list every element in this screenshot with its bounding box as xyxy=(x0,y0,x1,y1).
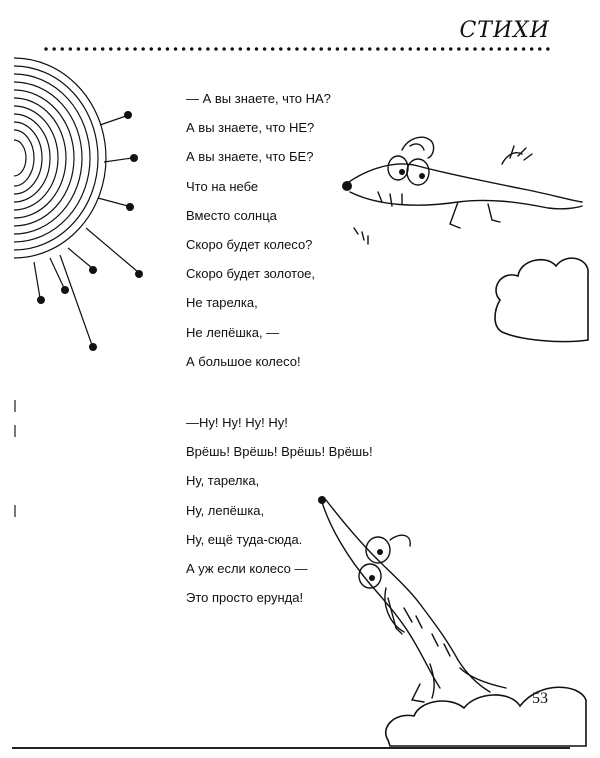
poem-stanza-1 xyxy=(186,84,406,376)
poem-line: Что на небе xyxy=(186,178,259,194)
sun-illustration xyxy=(0,50,160,360)
poem-line: Скоро будет золотое, xyxy=(186,266,316,282)
poem-line: Врёшь! Врёшь! Врёшь! Врёшь! xyxy=(186,444,373,460)
footer-rule xyxy=(12,747,570,749)
gutter-mark xyxy=(14,425,16,437)
poem-line: Вместо солнца xyxy=(186,207,277,223)
page-number: 53 xyxy=(532,690,548,707)
poem-line: А уж если колесо — xyxy=(186,561,308,577)
poem-line: — А вы знаете, что НА? xyxy=(186,91,331,106)
poem-line: Не лепёшка, — xyxy=(186,324,280,340)
cloud-illustration xyxy=(490,240,590,350)
poem-line: Скоро будет колесо? xyxy=(186,237,313,253)
gutter-mark xyxy=(14,505,16,517)
poem-line: А большое колесо! xyxy=(186,353,301,369)
poem-line: Не тарелка, xyxy=(186,295,258,311)
poem-line: Это просто ерунда! xyxy=(186,590,304,606)
poem-stanza-2 xyxy=(186,408,406,612)
poem-line: Ну, ещё туда-сюда. xyxy=(186,531,303,547)
poem-line: А вы знаете, что БЕ? xyxy=(186,149,314,165)
gutter-mark xyxy=(14,400,16,412)
poem-line: Ну, лепёшка, xyxy=(186,502,265,518)
poem-line: А вы знаете, что НЕ? xyxy=(186,120,315,136)
poem-line: —Ну! Ну! Ну! Ну! xyxy=(186,415,288,430)
header-title: СТИХИ xyxy=(459,18,550,43)
poem-line: Ну, тарелка, xyxy=(186,473,260,489)
